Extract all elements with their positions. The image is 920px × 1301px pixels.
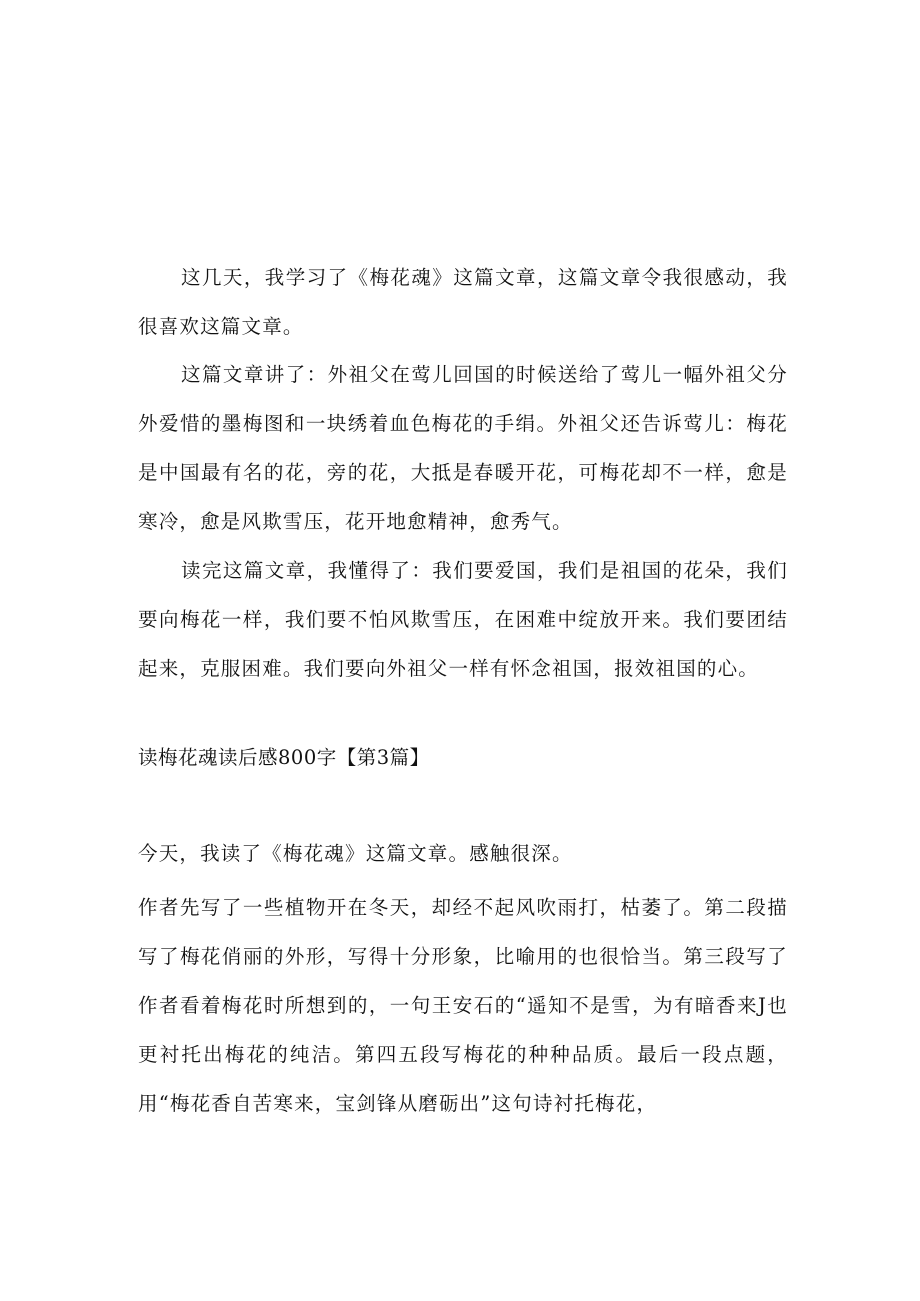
paragraph-summary: 这篇文章讲了：外祖父在莺儿回国的时候送给了莺儿一幅外祖父分外爱惜的墨梅图和一块绣着血色梅花的手绢。外祖父还告诉莺儿：梅花是中国最有名的花，旁的花，大抵是春暖开花，可梅花却不一样，愈是寒冷，愈是风欺雪压，花开地愈精神，愈秀气。 [138, 363, 788, 533]
section-paragraph-opening: 今天，我读了《梅花魂》这篇文章。感触很深。 [138, 842, 573, 865]
paragraph-intro: 这几天，我学习了《梅花魂》这篇文章，这篇文章令我很感动，我很喜欢这篇文章。 [138, 266, 788, 338]
paragraph-reflection: 读完这篇文章，我懂得了：我们要爱国，我们是祖国的花朵，我们要向梅花一样，我们要不怕风欺雪压，在困难中绽放开来。我们要团结起来，克服困难。我们要向外祖父一样有怀念祖国，报效祖国的心。 [138, 559, 788, 680]
section-paragraph-body: 作者先写了一些植物开在冬天，却经不起风吹雨打，枯萎了。第二段描写了梅花俏丽的外形，写得十分形象，比喻用的也很恰当。第三段写了作者看着梅花时所想到的，一句王安石的“遥知不是雪，为有暗香来J也更衬托出梅花的纯洁。第四五段写梅花的种种品质。最后一段点题，用“梅花香自苦寒来，宝剑锋从磨砺出”这句诗衬托梅花， [138, 896, 788, 1115]
section-heading: 读梅花魂读后感800字【第3篇】 [138, 746, 430, 769]
